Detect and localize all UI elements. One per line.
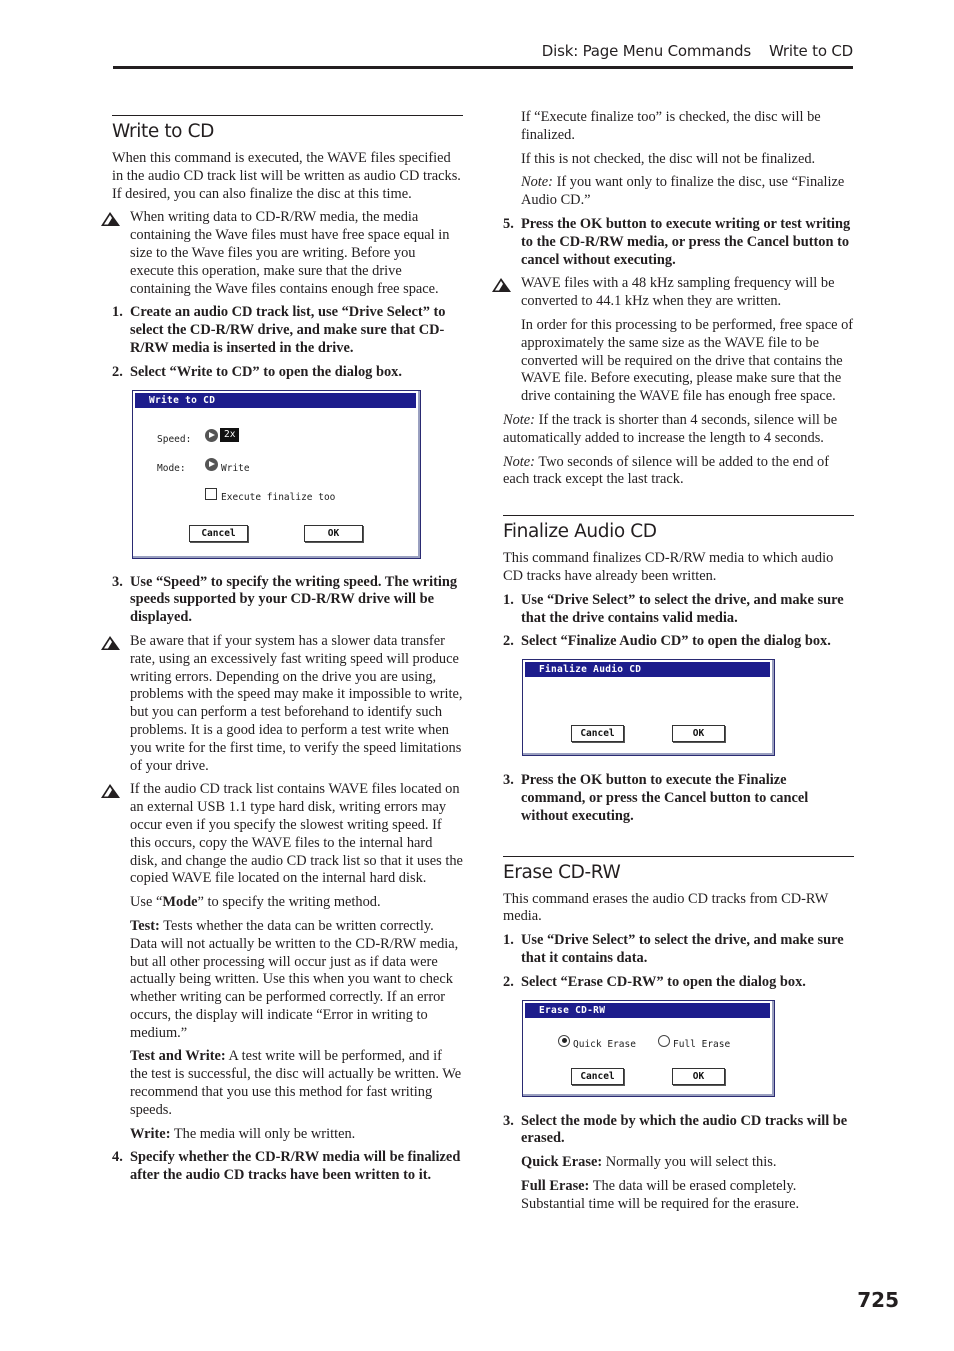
intro-paragraph: This command erases the audio CD tracks from CD-RW media. [503, 890, 829, 925]
quick-erase-label: Quick Erase [573, 1038, 636, 1050]
step-number: 3. [503, 1112, 514, 1129]
ok-button[interactable]: OK [672, 725, 725, 742]
step-number: 3. [503, 772, 514, 789]
note-label: Note: [521, 174, 553, 191]
step-text: Use “Drive Select” to select the drive, and make sure that the drive contains valid media. [521, 591, 844, 626]
header-topic: Write to CD [768, 42, 853, 60]
quick-label: Quick Erase: [521, 1154, 603, 1171]
running-header [524, 42, 853, 60]
dialog-title-bar: Erase CD-RW [525, 1003, 770, 1018]
right-column [503, 109, 854, 1219]
step-text: Select “Erase CD-RW” to open the dialog box. [521, 973, 806, 990]
test-description [130, 918, 463, 1043]
section-title-erase: Erase CD-RW [503, 861, 621, 883]
mode-value[interactable]: Write [221, 462, 250, 474]
write-to-cd-dialog [132, 390, 421, 559]
cancel-button[interactable]: Cancel [189, 525, 248, 542]
tw-text: A test write will be performed, and if the test is successful, the disc will actually be written. We recommend that you use this method for fast writing speeds. [130, 1048, 462, 1118]
finalize-label: Execute finalize too [221, 491, 336, 503]
step-number: 2. [503, 633, 514, 650]
full-erase-description [521, 1178, 854, 1214]
section-rule [112, 115, 463, 116]
note-label: Note: [503, 411, 535, 428]
step-number: 2. [112, 363, 123, 380]
step-number: 1. [112, 304, 123, 321]
write-description [130, 1126, 463, 1144]
ok-button[interactable]: OK [304, 525, 363, 542]
free-space-paragraph: In order for this processing to be performed, free space of approximately the same size as the WAVE file to be converted will be required on the drive that contains the WAVE file. Before executing, please make sure that the drive containing the WAVE file has enough free space. [521, 316, 854, 405]
section-rule [503, 515, 854, 516]
ok-button[interactable]: OK [672, 1068, 725, 1085]
write-text: The media will only be written. [170, 1125, 356, 1142]
step-item [112, 304, 463, 357]
step-number: 3. [112, 573, 123, 590]
mode-word: Mode [162, 894, 198, 911]
intro-paragraph: When this command is executed, the WAVE files specified in the audio CD track list will be written as audio CD tracks. If desired, you can also finalize the disc at this time. [112, 150, 461, 202]
section-rule [503, 856, 854, 857]
step-number: 5. [503, 215, 514, 232]
finalize-unchecked-paragraph: If this is not checked, the disc will not be finalized. [521, 150, 816, 167]
test-label: Test: [130, 917, 160, 934]
note-label: Note: [503, 453, 535, 470]
full-text: The data will be erased completely. Substantial time will be required for the erasure. [521, 1177, 800, 1212]
cancel-button[interactable]: Cancel [571, 725, 624, 742]
step-item [112, 574, 463, 627]
step-text: Use “Drive Select” to select the drive, and make sure that it contains data. [521, 932, 844, 966]
caution-icon [100, 211, 121, 227]
caution-text: When writing data to CD-R/RW media, the media containing the Wave files must have free space equal in size to the Wave files you are writing. Before you execute this operation, make sure that the drive containing the Wave files contains enough free space. [130, 209, 450, 297]
cancel-button[interactable]: Cancel [571, 1068, 624, 1085]
test-and-write-description [130, 1048, 463, 1119]
finalize-checked-paragraph: If “Execute finalize too” is checked, the disc will be finalized. [521, 109, 821, 143]
caution-note [503, 275, 854, 311]
step-text: Create an audio CD track list, use “Drive Select” to select the CD-R/RW drive, and make sure that CD-R/RW media is inserted in the drive. [130, 304, 446, 356]
speed-label: Speed: [157, 433, 192, 445]
intro-paragraph: This command finalizes CD-R/RW media to which audio CD tracks have already been written. [503, 550, 834, 584]
speed-knob-icon[interactable] [205, 429, 218, 442]
step-item [503, 216, 854, 269]
step-item [112, 364, 463, 382]
step-text: Use “Speed” to specify the writing speed. The writing speeds supported by your CD-R/RW drive will be displayed. [130, 573, 458, 626]
note-text: If the track is shorter than 4 seconds, silence will be automatically added to increase the length to 4 seconds. [503, 411, 838, 446]
caution-note [112, 781, 463, 888]
header-rule [113, 66, 853, 69]
step-text: Press the OK button to execute the Finalize command, or press the Cancel button to cancel without executing. [521, 772, 809, 824]
page-number: 725 [857, 1288, 899, 1312]
header-section: Disk: Page Menu Commands [541, 42, 751, 60]
caution-text: WAVE files with a 48 kHz sampling frequency will be converted to 44.1 kHz when they are written. [521, 275, 835, 310]
page-header [0, 0, 954, 72]
step-item [503, 974, 854, 992]
mode-paragraph [130, 894, 463, 912]
caution-icon [491, 277, 512, 293]
speed-value[interactable]: 2x [220, 428, 239, 442]
full-erase-label: Full Erase [673, 1038, 731, 1050]
left-column [112, 115, 463, 1191]
note-text: Two seconds of silence will be added to the end of each track except the last track. [503, 453, 830, 488]
mode-knob-icon[interactable] [205, 458, 218, 471]
step-text: Select the mode by which the audio CD tracks will be erased. [521, 1112, 848, 1147]
step-text: Specify whether the CD-R/RW media will be finalized after the audio CD tracks have been written to it. [130, 1149, 461, 1184]
step-text: Press the OK button to execute writing or test writing to the CD-R/RW media, or press the Cancel button to cancel without executing. [521, 215, 851, 268]
full-erase-radio[interactable] [658, 1035, 670, 1047]
full-label: Full Erase: [521, 1177, 590, 1194]
mode-post: ” to specify the writing method. [197, 894, 381, 911]
dialog-title-bar: Finalize Audio CD [525, 662, 770, 677]
caution-note [112, 633, 463, 775]
quick-erase-description [521, 1154, 854, 1172]
mode-pre: Use “ [130, 894, 163, 911]
step-item [503, 1113, 854, 1149]
finalize-checkbox[interactable] [205, 488, 217, 500]
step-item [503, 772, 854, 825]
dialog-title-bar: Write to CD [135, 393, 416, 408]
tw-label: Test and Write: [130, 1048, 226, 1065]
note-paragraph [503, 454, 854, 490]
section-title-write-to-cd: Write to CD [112, 121, 214, 142]
quick-erase-radio[interactable] [558, 1035, 570, 1047]
note-text: If you want only to finalize the disc, use “Finalize Audio CD.” [521, 174, 845, 209]
step-text: Select “Finalize Audio CD” to open the dialog box. [521, 633, 831, 650]
note-paragraph [521, 174, 854, 210]
step-number: 4. [112, 1149, 123, 1166]
write-label: Write: [130, 1125, 171, 1142]
step-item [112, 1149, 463, 1185]
finalize-dialog [522, 659, 775, 756]
step-item [503, 592, 854, 628]
step-number: 1. [503, 591, 514, 608]
step-number: 2. [503, 973, 514, 990]
step-text: Select “Write to CD” to open the dialog box. [130, 363, 402, 380]
section-title-finalize: Finalize Audio CD [503, 521, 657, 543]
mode-label: Mode: [157, 462, 186, 474]
quick-text: Normally you will select this. [602, 1154, 777, 1171]
step-number: 1. [503, 932, 514, 949]
note-paragraph [503, 412, 854, 448]
caution-icon [100, 783, 121, 799]
caution-note [112, 209, 463, 298]
step-item [503, 633, 854, 651]
caution-text: If the audio CD track list contains WAVE files located on an external USB 1.1 type hard disk, writing errors may occur even if you specify the slowest writing speed. If this occurs, copy the WAVE files to the internal hard disk, and change the audio CD track list so that it uses the copied WAVE file located on the internal hard disk. [130, 781, 463, 887]
erase-dialog [522, 1000, 775, 1097]
test-text: Tests whether the data can be written correctly. Data will not actually be written to the CD-R/RW media, but all other processing will occur just as if data were actually being written. Use this when you want to check whether writing can be performed correctly. If an error occurs, the display will indicate “Error in writing to medium.” [130, 917, 459, 1041]
caution-icon [100, 635, 121, 651]
caution-text: Be aware that if your system has a slower data transfer rate, using an excessively fast writing speed will produce writing errors. Depending on the drive you are using, problems with the speed may make it impossible to write, but you can perform a test beforehand to identify such problems. It is a good idea to perform a test write when you write for the first time, to verify the speed limitations of your drive. [130, 632, 463, 774]
step-item [503, 932, 854, 968]
